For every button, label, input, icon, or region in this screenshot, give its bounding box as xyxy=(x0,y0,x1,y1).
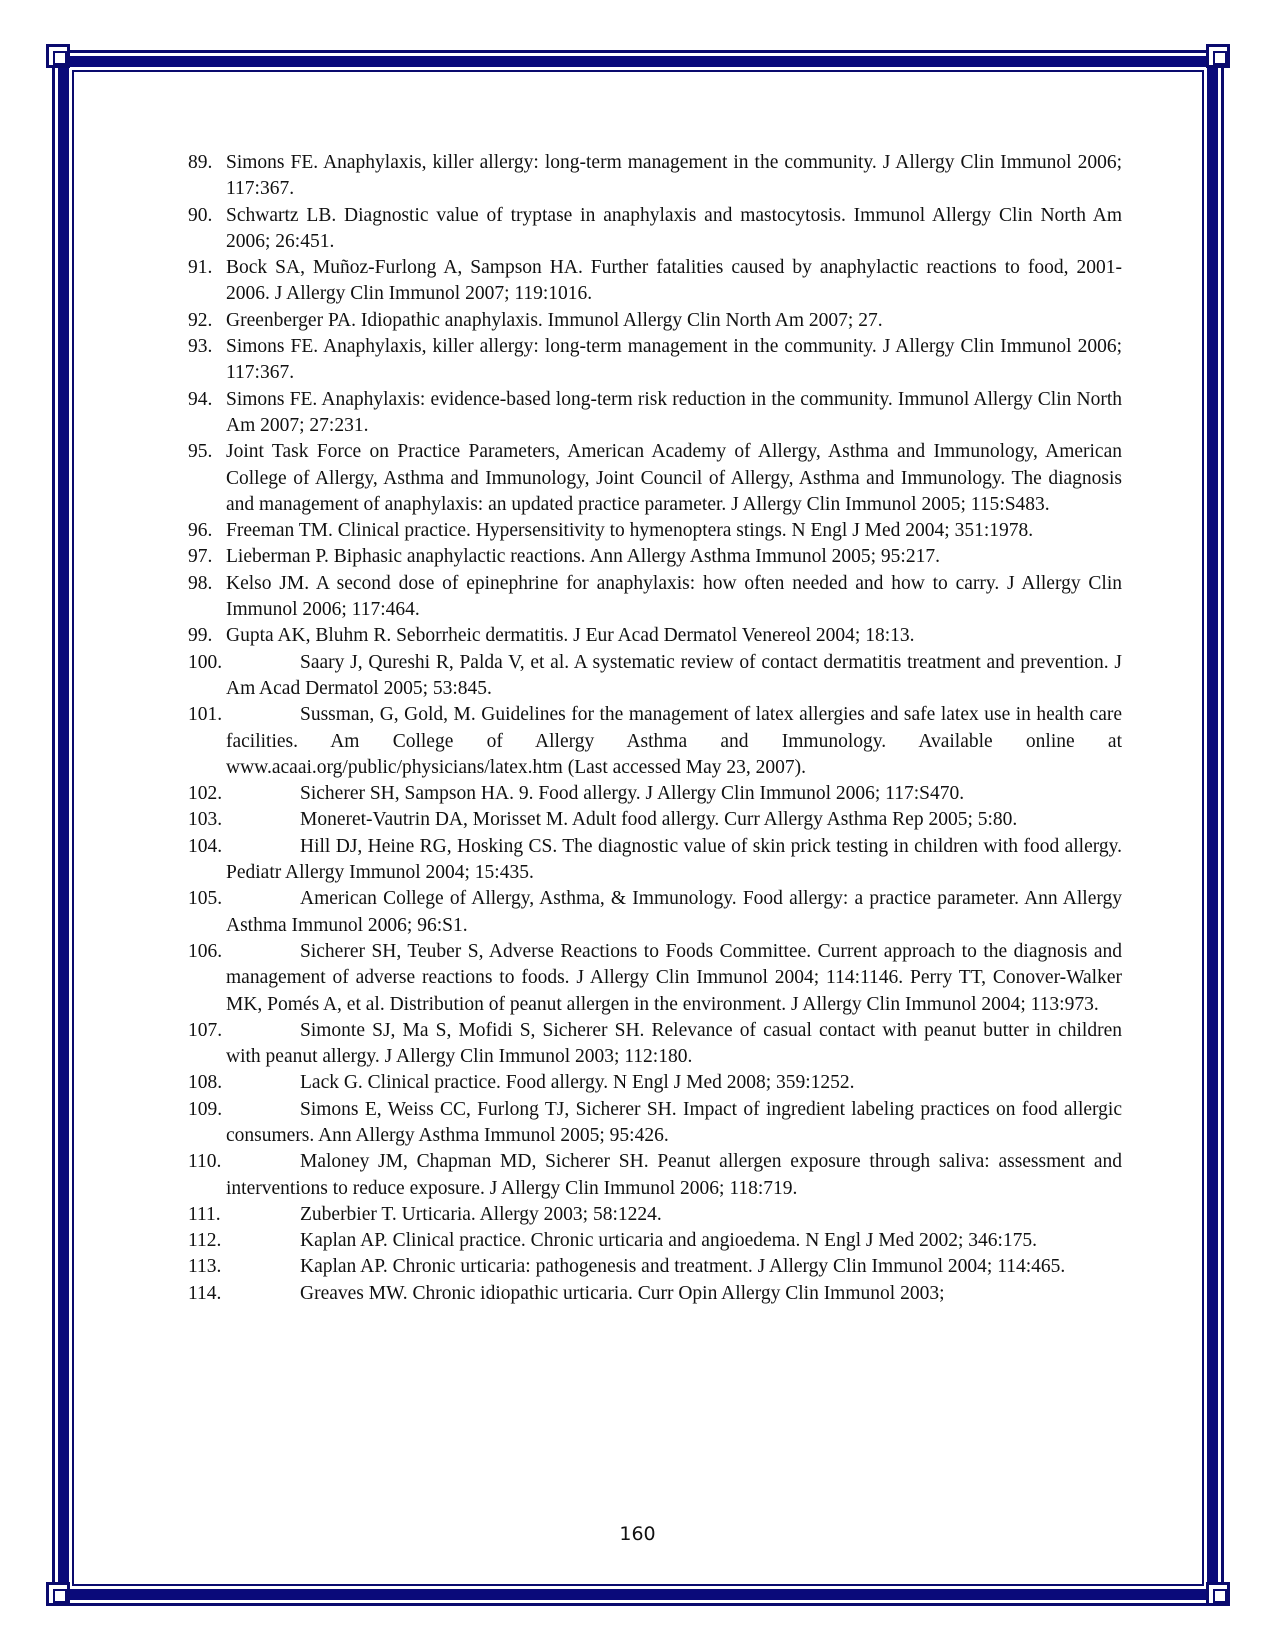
reference-text: Gupta AK, Bluhm R. Seborrheic dermatitis. J Eur Acad Dermatol Venereol 2004; 18:13. xyxy=(226,625,915,647)
reference-item xyxy=(188,1018,1122,1071)
reference-number: 93. xyxy=(188,336,213,358)
reference-number: 107. xyxy=(188,1019,223,1041)
reference-text: Kelso JM. A second dose of epinephrine for anaphylaxis: how often needed and how to carry. J Allergy Clin Immunol 2006; 117:464. xyxy=(226,572,1122,621)
reference-item xyxy=(188,308,1122,334)
reference-item xyxy=(188,150,1122,203)
reference-text: Simons E, Weiss CC, Furlong TJ, Sicherer SH. Impact of ingredient labeling practices on food allergic consumers. Ann Allergy Asthma Immunol 2005; 95:426. xyxy=(226,1098,1122,1146)
reference-number: 90. xyxy=(188,204,213,226)
reference-number: 96. xyxy=(188,520,213,542)
reference-item xyxy=(188,1228,1122,1254)
reference-item xyxy=(188,807,1122,833)
reference-text: Bock SA, Muñoz-Furlong A, Sampson HA. Further fatalities caused by anaphylactic reactions to food, 2001-2006. J Allergy Clin Immunol 2007; 119:1016. xyxy=(226,257,1122,305)
reference-list xyxy=(188,150,1122,1307)
reference-item xyxy=(188,203,1122,256)
reference-text: Freeman TM. Clinical practice. Hypersensitivity to hymenoptera stings. N Engl J Med 2004; 351:1978. xyxy=(226,520,1034,542)
reference-text: Moneret-Vautrin DA, Morisset M. Adult food allergy. Curr Allergy Asthma Rep 2005; 5:80. xyxy=(300,809,1018,831)
reference-text: Maloney JM, Chapman MD, Sicherer SH. Peanut allergen exposure through saliva: assessment and interventions to reduce exposure. J Allergy Clin Immunol 2006; 118:719. xyxy=(226,1151,1122,1199)
reference-item xyxy=(188,544,1122,570)
reference-item xyxy=(188,650,1122,703)
reference-text: Saary J, Qureshi R, Palda V, et al. A systematic review of contact dermatitis treatment and prevention. J Am Acad Dermatol 2005; 53:845. xyxy=(226,651,1122,699)
reference-number: 99. xyxy=(188,625,213,647)
border-corner-ornament xyxy=(1206,1582,1230,1606)
reference-number: 108. xyxy=(188,1072,223,1094)
reference-text: Sicherer SH, Teuber S, Adverse Reactions to Foods Committee. Current approach to the diagnosis and management of adverse reactions to foods. J Allergy Clin Immunol 2004; 114:1146. Perry TT, Conover-Walker MK, Pomés A, et al. Distribution of peanut allergen in the environment. J Allergy Clin Immunol 2004; 113:973. xyxy=(226,940,1122,1015)
reference-item xyxy=(188,1281,1122,1307)
reference-text: Kaplan AP. Chronic urticaria: pathogenesis and treatment. J Allergy Clin Immunol 2004; 114:465. xyxy=(300,1256,1066,1278)
reference-number: 104. xyxy=(188,835,223,857)
border-corner-ornament xyxy=(46,44,70,68)
reference-item xyxy=(188,255,1122,308)
reference-number: 101. xyxy=(188,704,223,726)
reference-text: Greaves MW. Chronic idiopathic urticaria. Curr Opin Allergy Clin Immunol 2003; xyxy=(300,1282,945,1304)
reference-item xyxy=(188,702,1122,781)
reference-item xyxy=(188,834,1122,887)
reference-text: Schwartz LB. Diagnostic value of tryptase in anaphylaxis and mastocytosis. Immunol Allergy Clin North Am 2006; 26:451. xyxy=(226,204,1122,252)
reference-number: 94. xyxy=(188,388,213,410)
reference-text: Simons FE. Anaphylaxis, killer allergy: long-term management in the community. J Allergy Clin Immunol 2006; 117:367. xyxy=(226,152,1122,200)
reference-text: Simonte SJ, Ma S, Mofidi S, Sicherer SH. Relevance of casual contact with peanut butter in children with peanut allergy. J Allergy Clin Immunol 2003; 112:180. xyxy=(226,1019,1122,1068)
reference-item xyxy=(188,387,1122,440)
reference-item xyxy=(188,623,1122,649)
reference-item xyxy=(188,1254,1122,1280)
reference-text: Joint Task Force on Practice Parameters, American Academy of Allergy, Asthma and Immunology, American College of Allergy, Asthma and Immunology, Joint Council of Allergy, Asthma and Immunology. The diagnosis and management of anaphylaxis: an updated practice parameter. J Allergy Clin Immunol 2005; 115:S483. xyxy=(226,441,1122,515)
reference-number: 98. xyxy=(188,572,213,594)
reference-item xyxy=(188,334,1122,387)
reference-item xyxy=(188,1202,1122,1228)
reference-number: 105. xyxy=(188,888,223,910)
reference-item xyxy=(188,1149,1122,1202)
reference-item xyxy=(188,439,1122,518)
reference-item xyxy=(188,1070,1122,1096)
reference-item xyxy=(188,886,1122,939)
reference-text: Simons FE. Anaphylaxis: evidence-based long-term risk reduction in the community. Immunol Allergy Clin North Am 2007; 27:231. xyxy=(226,388,1122,436)
reference-number: 92. xyxy=(188,309,213,331)
reference-number: 89. xyxy=(188,152,213,173)
reference-text: Zuberbier T. Urticaria. Allergy 2003; 58:1224. xyxy=(300,1203,662,1225)
reference-text: Greenberger PA. Idiopathic anaphylaxis. Immunol Allergy Clin North Am 2007; 27. xyxy=(226,309,883,331)
page-number: 160 xyxy=(619,1523,656,1545)
reference-number: 112. xyxy=(188,1230,222,1252)
reference-number: 102. xyxy=(188,783,223,805)
reference-number: 106. xyxy=(188,940,223,962)
reference-text: American College of Allergy, Asthma, & Immunology. Food allergy: a practice parameter. Ann Allergy Asthma Immunol 2006; 96:S1. xyxy=(226,888,1122,936)
reference-number: 110. xyxy=(188,1151,222,1173)
reference-text: Simons FE. Anaphylaxis, killer allergy: long-term management in the community. J Allergy Clin Immunol 2006; 117:367. xyxy=(226,336,1122,384)
reference-text: Sicherer SH, Sampson HA. 9. Food allergy. J Allergy Clin Immunol 2006; 117:S470. xyxy=(300,783,965,805)
reference-number: 109. xyxy=(188,1098,223,1120)
reference-item xyxy=(188,1097,1122,1150)
reference-number: 103. xyxy=(188,809,223,831)
reference-text: Sussman, G, Gold, M. Guidelines for the management of latex allergies and safe latex use in health care facilities. Am College of Allergy Asthma and Immunology. Available online at www.acaai.org/public/physicians/latex.htm (Last accessed May 23, 2007). xyxy=(226,704,1122,778)
reference-text: Hill DJ, Heine RG, Hosking CS. The diagnostic value of skin prick testing in children with food allergy. Pediatr Allergy Immunol 2004; 15:435. xyxy=(226,835,1122,884)
reference-number: 100. xyxy=(188,651,223,673)
reference-item xyxy=(188,939,1122,1018)
reference-item xyxy=(188,518,1122,544)
reference-item xyxy=(188,571,1122,624)
reference-number: 91. xyxy=(188,257,213,279)
reference-number: 113. xyxy=(188,1256,222,1278)
reference-number: 95. xyxy=(188,441,213,463)
reference-number: 114. xyxy=(188,1282,222,1304)
reference-text: Kaplan AP. Clinical practice. Chronic urticaria and angioedema. N Engl J Med 2002; 346:175. xyxy=(300,1230,1038,1252)
reference-text: Lack G. Clinical practice. Food allergy. N Engl J Med 2008; 359:1252. xyxy=(300,1072,855,1094)
border-corner-ornament xyxy=(1206,44,1230,68)
reference-number: 97. xyxy=(188,546,213,568)
reference-item xyxy=(188,781,1122,807)
reference-number: 111. xyxy=(188,1203,221,1225)
border-corner-ornament xyxy=(46,1582,70,1606)
reference-text: Lieberman P. Biphasic anaphylactic reactions. Ann Allergy Asthma Immunol 2005; 95:217. xyxy=(226,546,940,568)
